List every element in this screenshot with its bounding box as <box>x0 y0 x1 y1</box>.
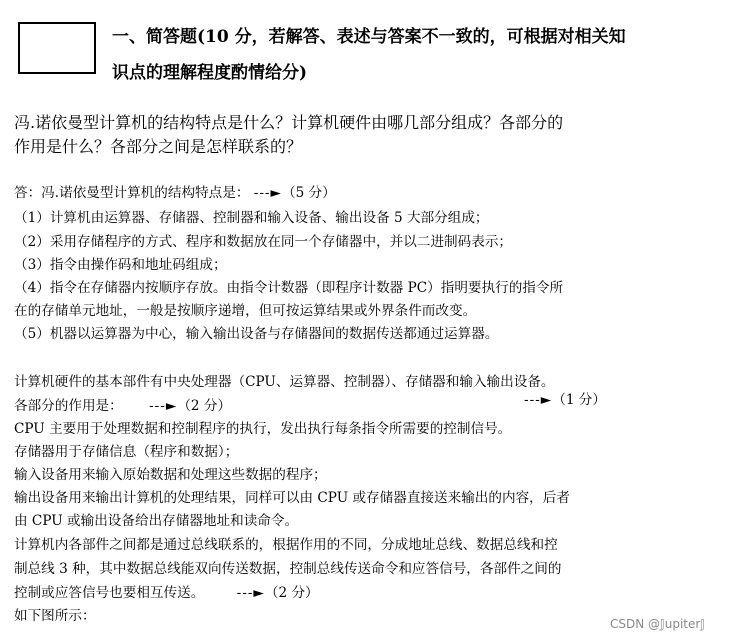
bus-line <box>14 581 319 601</box>
role-score: （2 分） <box>177 398 232 414</box>
question-line-2: 作用是什么？各部分之间是怎样联系的？ <box>14 137 303 156</box>
role-line-text: 各部分的作用是： <box>14 398 123 414</box>
role-item: 输入设备用来输入原始数据和处理这些数据的程序； <box>14 467 327 483</box>
role-item: 存储器用于存储信息（程序和数据）； <box>14 444 239 460</box>
watermark: CSDN @𝕁upiter𝕁 <box>610 617 706 631</box>
arrow-icon: ---► <box>149 398 178 414</box>
arrow-icon: ---► <box>253 185 282 201</box>
role-item: 由 CPU 或输出设备给出存储器地址和读命令。 <box>14 513 299 529</box>
answer-item: （3）指令由操作码和地址码组成； <box>14 257 227 273</box>
answer-item: （1）计算机由运算器、存储器、控制器和输入设备、输出设备 5 大部分组成； <box>14 210 489 226</box>
bus-score: （2 分） <box>264 585 319 601</box>
heading-line-1: 一、简答题(10 分，若解答、表述与答案不一致的，可根据对相关知 <box>112 27 626 47</box>
figure-line: 如下图所示： <box>14 608 96 624</box>
answer-item: 在的存储单元地址，一般是按顺序递增，但可按运算结果或外界条件而改变。 <box>14 303 477 319</box>
hw-score-text: （1 分） <box>552 392 606 408</box>
score-box <box>18 22 96 74</box>
bus-line-text: 控制或应答信号也要相互传送。 <box>14 585 205 601</box>
role-line <box>14 394 231 414</box>
intro-score: （5 分） <box>281 185 336 201</box>
arrow-icon: ---► <box>236 585 265 601</box>
role-item: 输出设备用来输出计算机的处理结果，同样可以由 CPU 或存储器直接送来输出的内容，后者 <box>14 490 570 506</box>
role-item: CPU 主要用于处理数据和控制程序的执行，发出执行每条指令所需要的控制信号。 <box>14 421 512 437</box>
bus-line: 计算机内各部件之间都是通过总线联系的，根据作用的不同，分成地址总线、数据总线和控 <box>14 537 558 553</box>
answer-item: （4）指令在存储器内按顺序存放。由指令计数器（即程序计数器 PC）指明要执行的指令所 <box>14 280 564 296</box>
answer-intro <box>14 181 336 201</box>
heading-line-2: 识点的理解程度酌情给分) <box>112 63 308 83</box>
hardware-score <box>524 388 606 408</box>
bus-line: 制总线 3 种，其中数据总线能双向传送数据，控制总线传送命令和应答信号，各部件之间的 <box>14 561 562 577</box>
answer-item: （2）采用存储程序的方式、程序和数据放在同一个存储器中，并以二进制码表示； <box>14 234 513 250</box>
question-line-1: 冯.诺依曼型计算机的结构特点是什么？计算机硬件由哪几部分组成？各部分的 <box>14 113 564 132</box>
hardware-line: 计算机硬件的基本部件有中央处理器（CPU、运算器、控制器）、存储器和输入输出设备。 <box>14 374 555 390</box>
arrow-icon: ---► <box>524 392 553 408</box>
answer-intro-text: 答：冯.诺依曼型计算机的结构特点是： <box>14 185 250 201</box>
answer-item: （5）机器以运算器为中心，输入输出设备与存储器间的数据传送都通过运算器。 <box>14 326 499 342</box>
